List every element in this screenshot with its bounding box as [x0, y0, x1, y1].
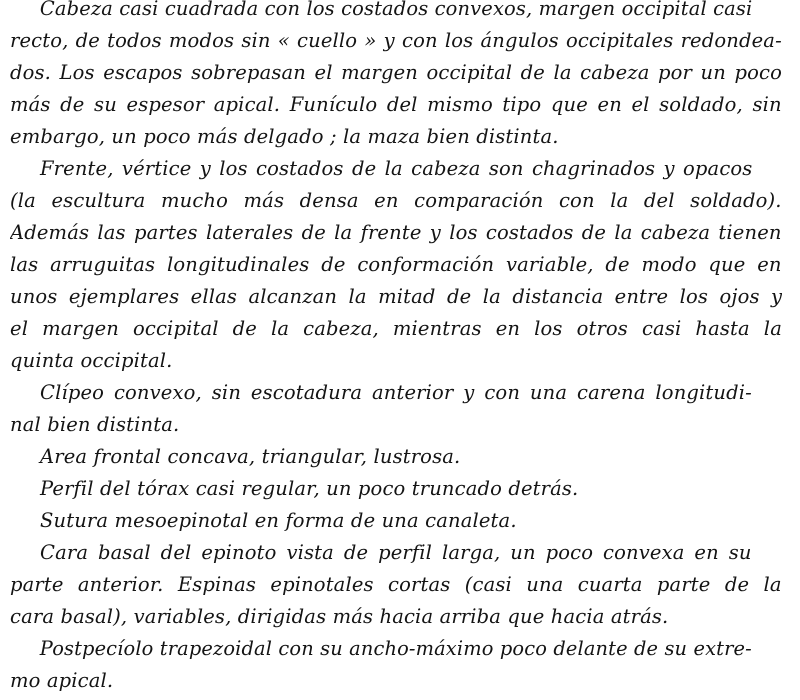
paragraph-clypeus [10, 377, 782, 441]
text-line: (la escultura mucho más densa en comparación con la del soldado). [10, 189, 782, 212]
text-line: Clípeo convexo, sin escotadura anterior y con una carena longitudi- [40, 381, 752, 404]
text-line: Cabeza casi cuadrada con los costados convexos, margen occipital casi [39, 0, 753, 20]
text-line: Perfil del tórax casi regular, un poco truncado detrás. [40, 477, 579, 500]
text-line: mo apical. [10, 669, 114, 692]
paragraph-sculpture [10, 153, 782, 377]
text-line: embargo, un poco más delgado ; la maza bien distinta. [10, 125, 559, 148]
text-line: Además las partes laterales de la frente y los costados de la cabeza tienen [10, 221, 782, 244]
text-line: quinta occipital. [10, 349, 173, 372]
paragraph-thorax-profile [10, 473, 782, 505]
paragraph-frontal-area [10, 441, 782, 473]
text-line: las arruguitas longitudinales de conformación variable, de modo que en [10, 253, 782, 276]
text-line: Area frontal concava, triangular, lustrosa. [40, 445, 461, 468]
paragraph-epinotum [10, 537, 782, 633]
text-line: el margen occipital de la cabeza, mientras en los otros casi hasta la [10, 317, 782, 340]
text-line: más de su espesor apical. Funículo del mismo tipo que en el soldado, sin [10, 93, 782, 116]
text-line: Sutura mesoepinotal en forma de una canaleta. [40, 509, 517, 532]
text-line: recto, de todos modos sin « cuello » y con los ángulos occipitales redondea- [10, 29, 782, 52]
text-line: unos ejemplares ellas alcanzan la mitad de la distancia entre los ojos y [10, 285, 782, 308]
text-line: Cara basal del epinoto vista de perfil larga, un poco convexa en su [40, 541, 752, 564]
paragraph-postpetiole [10, 633, 782, 697]
text-line: Frente, vértice y los costados de la cabeza son chagrinados y opacos [40, 157, 753, 180]
text-line: nal bien distinta. [10, 413, 180, 436]
paragraph-suture [10, 505, 782, 537]
text-line: Postpecíolo trapezoidal con su ancho-máximo poco delante de su extre- [39, 637, 752, 660]
text-line: parte anterior. Espinas epinotales cortas (casi una cuarta parte de la [10, 573, 782, 596]
text-line: cara basal), variables, dirigidas más hacia arriba que hacia atrás. [10, 605, 669, 628]
paragraph-head-shape [10, 0, 782, 153]
text-line: dos. Los escapos sobrepasan el margen occipital de la cabeza por un poco [10, 61, 782, 84]
